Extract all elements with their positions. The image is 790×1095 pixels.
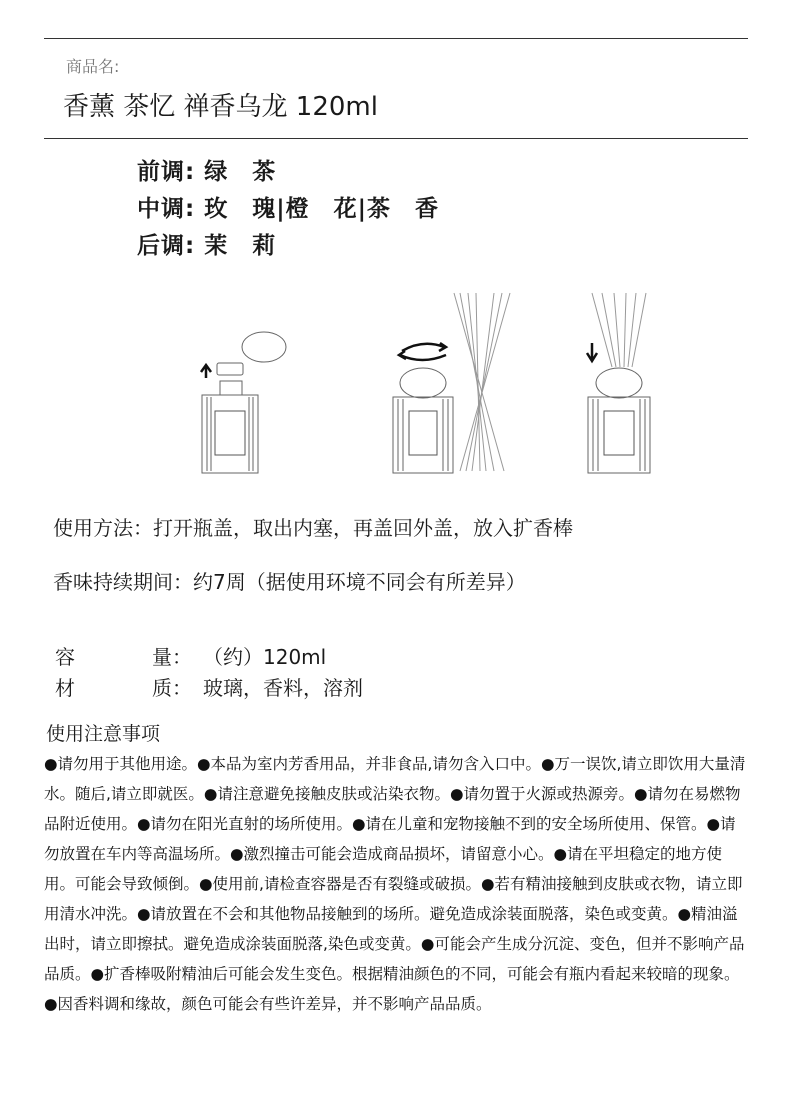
step2-twist-illustration (393, 368, 453, 473)
middle-note: 中调: 玫 瑰|橙 花|茶 香 (137, 196, 440, 222)
material-label-char: 材 (55, 676, 75, 700)
product-name: 香薰 茶忆 禅香乌龙 120ml (63, 92, 378, 122)
capacity-value: （约）120ml (203, 645, 327, 669)
product-name-label: 商品名: (66, 57, 120, 76)
capacity-label: 量： (152, 645, 192, 669)
usage-illustration (190, 285, 660, 480)
capacity-label-char: 容 (55, 645, 75, 669)
caution-title: 使用注意事项 (46, 723, 161, 745)
caution-text: ●请勿用于其他用途。●本品为室内芳香用品，并非食品,请勿含入口中。●万一误饮,请立即饮用大量清水。随后,请立即就医。●请注意避免接触皮肤或沾染衣物。●请勿置于火源或热源旁。●请勿在易燃物品附近使用。●请勿在阳光直射的场所使用。●请在儿童和宠物接触不到的安全场所使用、保管。●请勿放置在车内等高温场所。●激烈撞击可能会造成商品损坏，请留意小心。●请在平坦稳定的地方使用。可能会导致倾倒。●使用前,请检查容器是否有裂缝或破损。●若有精油接触到皮肤或衣物，请立即用清水冲洗。●请放置在不会和其他物品接触到的场所。避免造成涂装面脱落，染色或变黄。●精油溢出时，请立即擦拭。避免造成涂装面脱落,染色或变黄。●可能会产生成分沉淀、变色，但并不影响产品品质。●扩香棒吸附精油后可能会发生变色。根据精油颜色的不同，可能会有瓶内看起来较暗的现象。●因香料调和缘故，颜色可能会有些许差异，并不影响产品品质。 (44, 755, 746, 1013)
scent-duration: 香味持续期间：约7周（据使用环境不同会有所差异） (53, 570, 526, 594)
arrow-up-icon (201, 365, 211, 378)
top-divider (44, 38, 748, 39)
usage-method: 使用方法：打开瓶盖，取出内塞，再盖回外盖，放入扩香棒 (53, 516, 573, 540)
material-label: 质： (152, 676, 192, 700)
base-note: 后调: 茉 莉 (137, 233, 277, 259)
top-note: 前调: 绿 茶 (137, 159, 277, 185)
reed-sticks-illustration (454, 293, 510, 471)
rotate-icon (399, 343, 446, 360)
step1-open-cap-illustration (202, 332, 286, 473)
header-divider (44, 138, 748, 139)
arrow-down-icon (587, 343, 597, 361)
step3-insert-reeds-illustration (588, 293, 650, 473)
material-value: 玻璃，香料，溶剂 (203, 676, 363, 700)
